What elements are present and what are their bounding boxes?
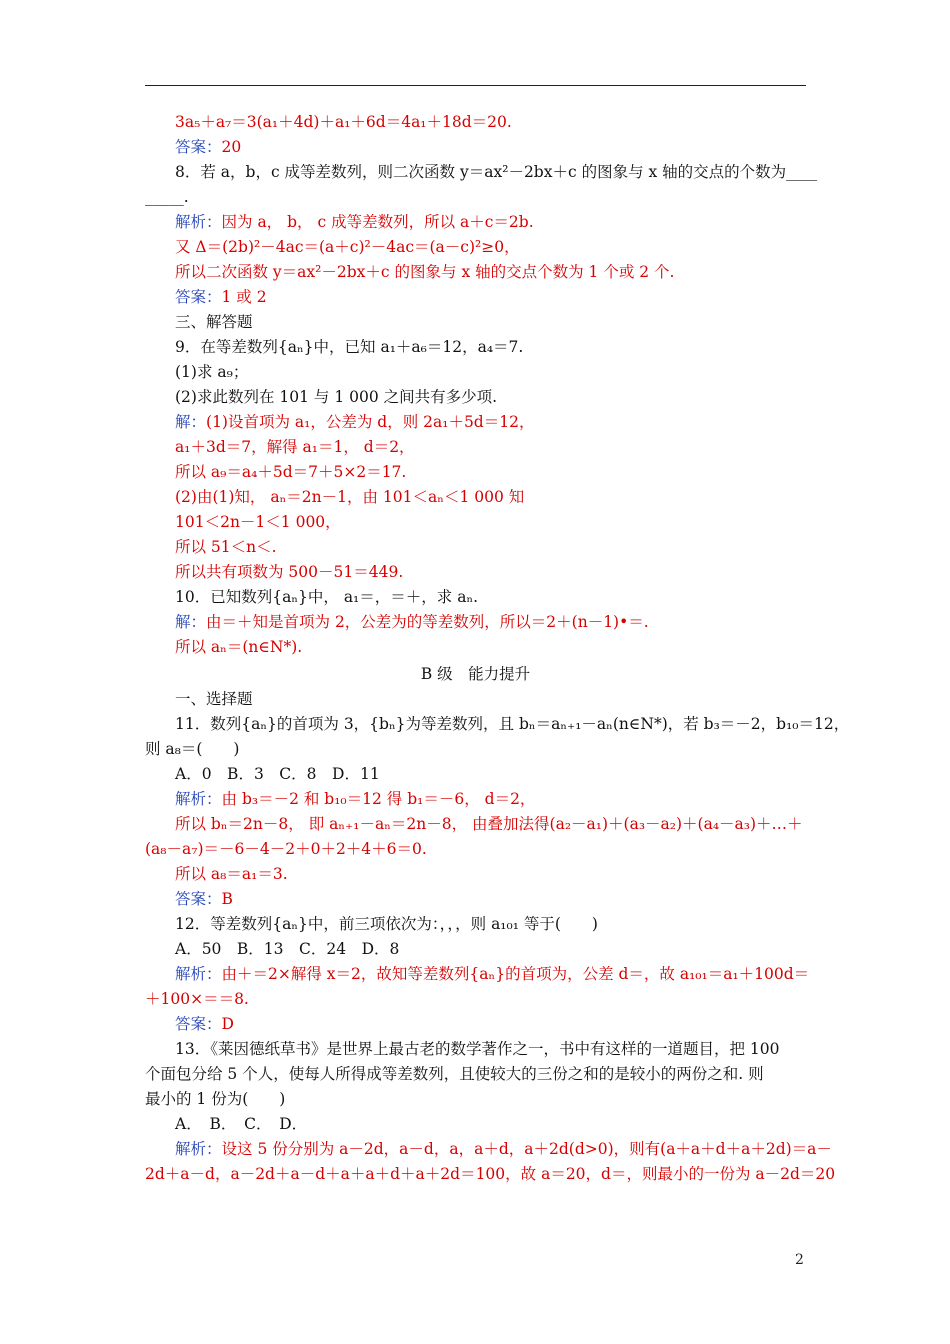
line-text: A． B． C． D． <box>175 1115 308 1133</box>
line-text: 所以共有项数为 500－51＝449. <box>175 563 404 581</box>
label-text: 解： <box>175 413 207 431</box>
text-line <box>175 635 815 660</box>
line-text: A．0 B．3 C．8 D．11 <box>175 765 380 783</box>
text-line <box>175 485 815 510</box>
text-line <box>145 1087 785 1112</box>
line-text: 10．已知数列{aₙ}中， a₁＝，＝＋，求 aₙ. <box>175 588 479 606</box>
line-text: _____. <box>145 188 189 206</box>
line-text: 一、选择题 <box>175 690 253 708</box>
line-text: (2)求此数列在 101 与 1 000 之间共有多少项. <box>175 388 498 406</box>
line-text: 所以 a₈＝a₁＝3. <box>175 865 288 883</box>
text-line <box>175 962 815 987</box>
line-text: 1 或 2 <box>221 288 267 306</box>
label-text: 解析： <box>175 213 222 231</box>
line-text: 13．《莱因德纸草书》是世界上最古老的数学著作之一，书中有这样的一道题目，把 100 <box>175 1040 780 1058</box>
line-text: 所以 a₉＝a₄＋5d＝7＋5×2＝17. <box>175 463 407 481</box>
line-text: 101＜2n－1＜1 000， <box>175 513 341 531</box>
label-text: 解析： <box>175 790 222 808</box>
line-text: 8．若 a，b，c 成等差数列，则二次函数 y＝ax²－2bx＋c 的图象与 x 轴的交点的个数为____ <box>175 163 818 181</box>
line-text: 则 a₈＝( ) <box>145 740 240 758</box>
line-text: 又 Δ＝(2b)²－4ac＝(a＋c)²－4ac＝(a－c)²≥0， <box>175 238 520 256</box>
text-line <box>175 585 815 610</box>
line-text: D <box>221 1015 234 1033</box>
text-line <box>175 610 815 635</box>
text-line <box>175 360 815 385</box>
line-text: 由＝＋知是首项为 2，公差为的等差数列，所以＝2＋(n－1)•＝. <box>206 613 649 631</box>
text-line <box>175 410 815 435</box>
text-line <box>175 812 815 837</box>
text-line <box>175 435 815 460</box>
text-line <box>175 937 815 962</box>
line-text: 三、解答题 <box>175 313 253 331</box>
text-line <box>175 762 815 787</box>
text-line <box>145 1062 785 1087</box>
text-line <box>175 510 815 535</box>
text-line <box>175 260 815 285</box>
line-text: B <box>221 890 233 908</box>
text-line <box>145 1162 836 1187</box>
label-text: 答案： <box>175 288 222 306</box>
line-text: ＋100×＝＝8. <box>145 990 249 1008</box>
text-line <box>175 712 850 737</box>
text-line <box>175 310 815 335</box>
text-line <box>175 1037 815 1062</box>
line-text: 由 b₃＝－2 和 b₁₀＝12 得 b₁＝－6， d＝2， <box>221 790 536 808</box>
text-line <box>145 987 785 1012</box>
line-text: (2)由(1)知， aₙ＝2n－1，由 101＜aₙ＜1 000 知 <box>175 488 525 506</box>
text-line <box>175 862 815 887</box>
line-text: 个面包分给 5 个人，使每人所得成等差数列，且使较大的三份之和的是较小的两份之和. 则 <box>145 1065 764 1083</box>
line-text: 11．数列{aₙ}的首项为 3，{bₙ}为等差数列，且 bₙ＝aₙ₊₁－aₙ(n∈N*)，若 b₃＝－2，b₁₀＝12， <box>175 715 850 733</box>
text-line <box>175 235 815 260</box>
label-text: 答案： <box>175 1015 222 1033</box>
line-text: A．50 B．13 C．24 D．8 <box>175 940 400 958</box>
line-text: 因为 a， b， c 成等差数列，所以 a＋c＝2b. <box>221 213 534 231</box>
label-text: 解析： <box>175 1140 222 1158</box>
line-text: 所以 51＜n＜. <box>175 538 277 556</box>
line-text: 所以二次函数 y＝ax²－2bx＋c 的图象与 x 轴的交点个数为 1 个或 2 个. <box>175 263 675 281</box>
text-line <box>145 662 806 687</box>
text-line <box>175 460 815 485</box>
text-line <box>175 560 815 585</box>
text-line <box>175 385 815 410</box>
text-line <box>145 185 785 210</box>
text-line <box>175 285 815 310</box>
line-text: 20 <box>221 138 242 156</box>
label-text: 答案： <box>175 890 222 908</box>
text-line <box>175 160 818 185</box>
text-line <box>175 110 815 135</box>
text-line <box>145 737 785 762</box>
line-text: 3a₅＋a₇＝3(a₁＋4d)＋a₁＋6d＝4a₁＋18d＝20. <box>175 113 512 131</box>
line-text: 2d＋a－d，a－2d＋a－d＋a＋a＋d＋a＋2d＝100，故 a＝20，d＝，则最小的一份为 a－2d＝20 <box>145 1165 836 1183</box>
text-line <box>175 210 815 235</box>
label-text: 解： <box>175 613 207 631</box>
label-text: 解析： <box>175 965 222 983</box>
header-rule <box>145 85 806 86</box>
line-text: 12．等差数列{aₙ}中，前三项依次为：，，，则 a₁₀₁ 等于( ) <box>175 915 598 933</box>
line-text: 9．在等差数列{aₙ}中，已知 a₁＋a₆＝12，a₄＝7. <box>175 338 524 356</box>
line-text: 所以 aₙ＝(n∈N*). <box>175 638 303 656</box>
page-number: 2 <box>795 1252 804 1268</box>
line-text: 由＋＝2×解得 x＝2，故知等差数列{aₙ}的首项为，公差 d＝，故 a₁₀₁＝a₁＋100d＝ <box>221 965 810 983</box>
text-line <box>175 535 815 560</box>
text-line <box>175 1012 815 1037</box>
text-line <box>175 912 815 937</box>
line-text: 所以 bₙ＝2n－8， 即 aₙ₊₁－aₙ＝2n－8， 由叠加法得(a₂－a₁)＋(a₃－a₂)＋(a₄－a₃)＋…＋ <box>175 815 803 833</box>
line-text: B 级 能力提升 <box>420 665 531 683</box>
text-line <box>175 687 815 712</box>
label-text: 答案： <box>175 138 222 156</box>
text-line <box>175 887 815 912</box>
line-text: 最小的 1 份为( ) <box>145 1090 286 1108</box>
line-text: (a₈－a₇)＝－6－4－2＋0＋2＋4＋6＝0. <box>145 840 427 858</box>
line-text: a₁＋3d＝7，解得 a₁＝1， d＝2， <box>175 438 415 456</box>
text-line <box>175 1137 832 1162</box>
line-text: 设这 5 份分别为 a－2d，a－d，a，a＋d，a＋2d(d>0)，则有(a＋a＋d＋a＋2d)＝a－ <box>221 1140 832 1158</box>
line-text: (1)设首项为 a₁，公差为 d，则 2a₁＋5d＝12， <box>206 413 535 431</box>
text-line <box>175 335 815 360</box>
line-text: (1)求 a₉； <box>175 363 249 381</box>
text-line <box>175 1112 815 1137</box>
text-line <box>175 135 815 160</box>
text-line <box>175 787 815 812</box>
text-line <box>145 837 785 862</box>
